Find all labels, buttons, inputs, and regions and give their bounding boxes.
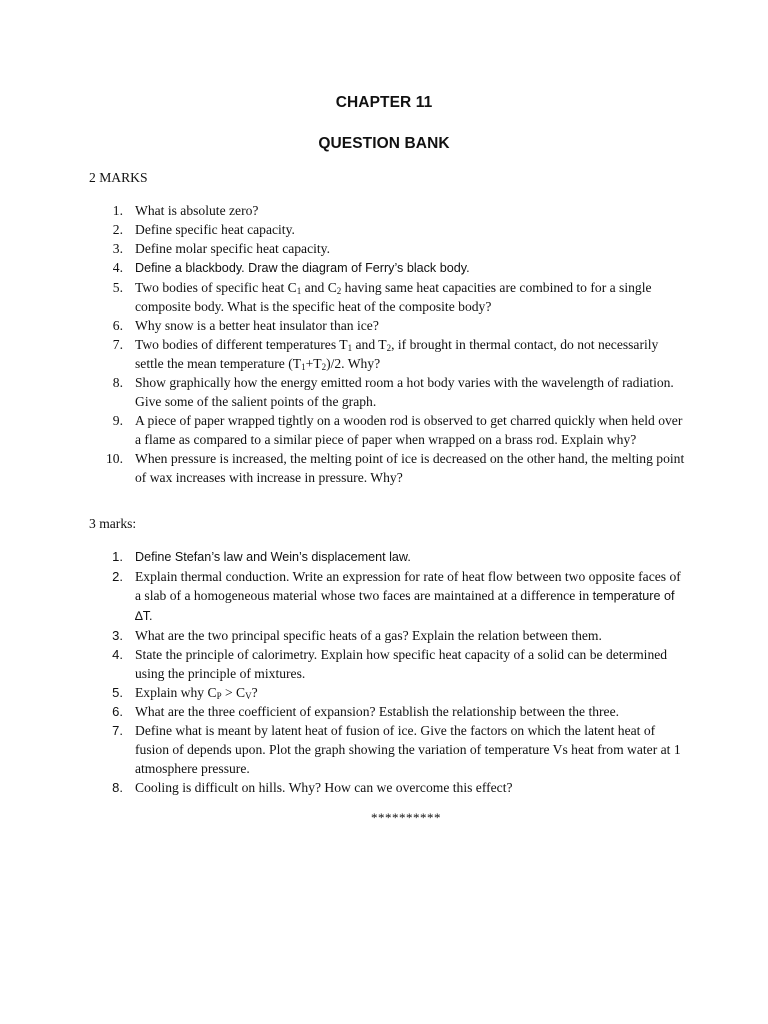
end-separator: ********** — [371, 810, 441, 825]
question-bank-title: QUESTION BANK — [318, 135, 450, 152]
question-item — [89, 220, 689, 239]
question-number: 2. — [112, 222, 123, 237]
question-text: What are the three coefficient of expansion? Establish the relationship between the three. — [135, 704, 620, 719]
question-number: 8. — [112, 780, 123, 795]
question-number: 4. — [112, 260, 123, 275]
question-item — [89, 778, 689, 797]
question-text: Define what is meant by latent heat of fusion of ice. Give the factors on which the latent heat of fusion of depends upon. Plot the graph showing the variation of temperature Vs heat from water at 1 atmosphere pressure. — [135, 723, 681, 776]
question-text: Show graphically how the energy emitted room a hot body varies with the wavelength of radiation. Give some of the salient points of the graph. — [135, 375, 674, 409]
question-item — [89, 567, 689, 626]
question-item — [89, 702, 689, 721]
question-item — [89, 547, 689, 567]
question-item — [89, 373, 689, 411]
question-number: 5. — [112, 280, 123, 295]
question-number: 4. — [112, 647, 123, 662]
question-text: Two bodies of specific heat $C_1$ and $C_2$ having same heat capacities are combined to for a single composite body. What is the specific heat of the composite body? — [135, 280, 652, 314]
question-text: A piece of paper wrapped tightly on a wooden rod is observed to get charred quickly when held over a flame as compared to a similar piece of paper when wrapped on a brass rod. Explain why? — [135, 413, 683, 447]
question-item — [89, 239, 689, 258]
question-list-3-marks — [89, 547, 689, 797]
question-number: 2. — [112, 569, 123, 584]
question-number: 5. — [112, 685, 123, 700]
question-item — [89, 316, 689, 335]
question-list-2-marks — [89, 201, 689, 487]
question-item — [89, 449, 689, 487]
question-number: 3. — [112, 628, 123, 643]
question-item — [89, 683, 689, 702]
section-label-3-marks: 3 marks: — [89, 516, 137, 531]
question-number: 8. — [112, 375, 123, 390]
question-text: Define molar specific heat capacity. — [135, 241, 330, 256]
question-item — [89, 721, 689, 778]
question-text: Why snow is a better heat insulator than ice? — [135, 318, 379, 333]
question-item — [89, 411, 689, 449]
question-number: 10. — [106, 451, 123, 466]
question-item — [89, 258, 689, 278]
question-text: Define a blackbody. Draw the diagram of Ferry’s black body. — [135, 261, 470, 275]
question-text: Explain why $C_P > C_V$? — [135, 685, 258, 701]
question-number: 9. — [112, 413, 123, 428]
question-number: 7. — [112, 337, 123, 352]
question-text: Explain thermal conduction. Write an expression for rate of heat flow between two opposite faces of a slab of a homogeneous material whose two faces are maintained at a difference in temperature of ∆T. — [135, 569, 681, 623]
question-text: Define Stefan’s law and Wein’s displacement law. — [135, 550, 411, 564]
question-item — [89, 278, 689, 316]
question-number: 6. — [112, 318, 123, 333]
question-text: State the principle of calorimetry. Explain how specific heat capacity of a solid can be determined using the principle of mixtures. — [135, 647, 668, 681]
question-number: 7. — [112, 723, 123, 738]
question-number: 1. — [112, 549, 123, 564]
question-number: 1. — [112, 203, 123, 218]
question-text: Define specific heat capacity. — [135, 222, 295, 237]
question-text: What is absolute zero? — [135, 203, 259, 218]
question-text: Cooling is difficult on hills. Why? How can we overcome this effect? — [135, 780, 513, 795]
question-item — [89, 201, 689, 220]
chapter-title: CHAPTER 11 — [335, 94, 433, 111]
question-text: What are the two principal specific heats of a gas? Explain the relation between them. — [135, 628, 602, 643]
question-text: When pressure is increased, the melting point of ice is decreased on the other hand, the melting point of wax increases with increase in pressure. Why? — [135, 451, 685, 485]
section-label-2-marks: 2 MARKS — [89, 170, 148, 185]
question-item — [89, 626, 689, 645]
question-number: 3. — [112, 241, 123, 256]
question-number: 6. — [112, 704, 123, 719]
question-item — [89, 645, 689, 683]
question-item — [89, 335, 689, 373]
question-text: Two bodies of different temperatures $T_1$ and $T_2$, if brought in thermal contact, do not necessarily settle the mean temperature $(T_1+T_2)/2$. Why? — [135, 337, 659, 372]
